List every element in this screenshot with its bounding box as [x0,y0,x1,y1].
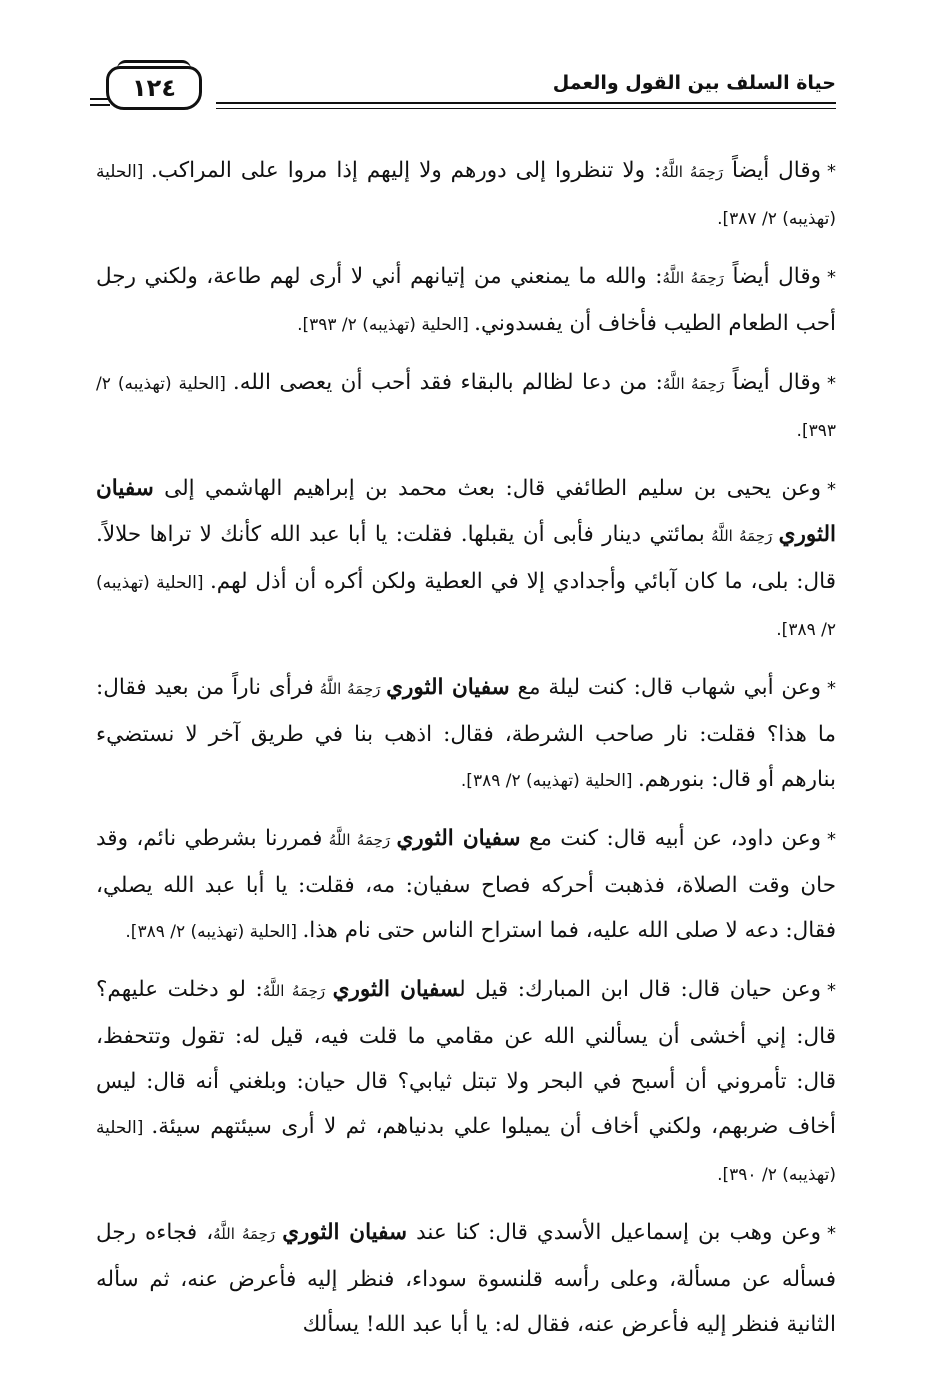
paragraph [96,1210,836,1347]
person-name: سفيان الثوري [282,1220,407,1245]
honorific-glyph: رَحِمَهُ اللَّهُ [661,163,724,181]
star-bullet: * [827,1223,836,1244]
source-reference: [الحلية (تهذيبه) ٢/ ٣٩٣]. [297,315,475,335]
source-reference: [الحلية (تهذيبه) ٢/ ٣٨٩]. [460,771,638,791]
honorific-glyph: رَحِمَهُ اللَّهُ [213,1225,283,1243]
paragraph-text: وقال أيضاً [723,158,821,183]
paragraph-text: وعن وهب بن إسماعيل الأسدي قال: كنا عند [407,1220,821,1245]
header-dash [90,104,110,106]
paragraph-text: فرأى ناراً من بعيد فقال: ما هذا؟ فقلت: نار صاحب الشرطة، فقال: اذهب بنا في طريق آخر لا نستضيء بنارهم أو قال: بنورهم. [96,675,836,792]
source-reference: [الحلية (تهذيبه) ٢/ ٣٩٣]. [96,374,836,441]
paragraph-text: وعن داود، عن أبيه قال: كنت مع [520,826,822,851]
honorific-glyph: رَحِمَهُ اللَّهُ [322,831,397,849]
paragraph-text: وعن يحيى بن سليم الطائفي قال: بعث محمد بن إبراهيم الهاشمي إلى [153,476,821,501]
header-rule-thin [216,108,836,109]
honorific-glyph: رَحِمَهُ اللَّهُ [313,680,387,698]
paragraph-text: وعن حيان قال: قال ابن المبارك: قيل ل [459,977,821,1002]
paragraph [96,665,836,804]
star-bullet: * [827,267,837,288]
honorific-glyph: رَحِمَهُ اللَّهُ [704,527,779,545]
paragraph-text: : لو دخلت عليهم؟ قال: إني أخشى أن يسألني الله عن مقامي ما قلت فيه، قيل له: تقول وتتحفظ، قال: تأمروني أن أسبح في البحر ولا تبتل ثيابي؟ قال حيان: وبلغني أنه قال: ليس أخاف ضربهم، ولكني أخاف أن يميلوا علي بدنياهم، ثم لا أرى سيئتهم سيئة. [96,977,836,1139]
source-reference: [الحلية (تهذيبه) ٢/ ٣٨٧]. [96,162,836,229]
header-rule [216,102,836,104]
honorific-glyph: رَحِمَهُ اللَّهُ [262,982,333,1000]
paragraph [96,816,836,955]
person-name: سفيان الثوري [386,675,510,700]
star-bullet: * [826,161,836,182]
star-bullet: * [827,829,837,850]
person-name: سفيان الثوري [96,476,836,547]
paragraph-text: بمائتي دينار فأبى أن يقبلها. فقلت: يا أبا عبد الله كأنك لا تراها حلالاً. قال: بلى، ما كان آبائي وأجدادي إلا في العطية ولكن أكره أن أذل لهم. [96,522,837,594]
person-name: سفيان الثوري [396,826,521,851]
paragraph-text: : ولا تنظروا إلى دورهم ولا إليهم إذا مروا على المراكب. [150,158,662,183]
person-name: سفيان الثوري [332,977,460,1002]
paragraph [96,148,836,242]
paragraph-text: وعن أبي شهاب قال: كنت ليلة مع [509,675,821,700]
star-bullet: * [827,678,836,699]
star-bullet: * [827,373,837,394]
source-reference: [الحلية (تهذيبه) ٢/ ٣٨٩]. [96,573,836,640]
running-title: حياة السلف بين القول والعمل [552,72,836,94]
paragraph-text: ، فجاءه رجل فسأله عن مسألة، وعلى رأسه قلنسوة سوداء، فنظر إليه فأعرض عنه، ثم سأله الثانية فنظر إليه فأعرض عنه، فقال له: يا أبا عبد الله! يسألك [96,1220,836,1337]
page-content [96,148,836,1359]
paragraph-text: : والله ما يمنعني من إتيانهم أني لا أرى لهم طاعة، ولكني رجل أحب الطعام الطيب فأخاف أن يفسدوني. [96,264,836,336]
source-reference: [الحلية (تهذيبه) ٢/ ٣٨٩]. [125,922,303,942]
honorific-glyph: رَحِمَهُ اللَّهُ [662,269,724,287]
paragraph [96,360,836,454]
paragraph-text: فمررنا بشرطي نائم، وقد حان وقت الصلاة، فذهبت أحركه فصاح سفيان: مه، فقلت: يا أبا عبد الله يصلي، فقال: دعه لا صلى الله عليه، فما استراح الناس حتى نام هذا. [96,826,836,943]
star-bullet: * [827,479,836,500]
paragraph-text: وقال أيضاً [723,264,822,289]
paragraph [96,254,836,348]
page-header [96,62,836,122]
star-bullet: * [827,980,836,1001]
paragraph [96,967,836,1198]
paragraph [96,466,836,653]
paragraph-text: : من دعا لظالم بالبقاء فقد أحب أن يعصى الله. [232,370,663,395]
page-number: ١٢٤ [132,74,176,102]
source-reference: [الحلية (تهذيبه) ٢/ ٣٩٠]. [96,1118,836,1185]
page-number-frame [106,66,202,110]
honorific-glyph: رَحِمَهُ اللَّهُ [662,375,725,393]
paragraph-text: وقال أيضاً [724,370,822,395]
